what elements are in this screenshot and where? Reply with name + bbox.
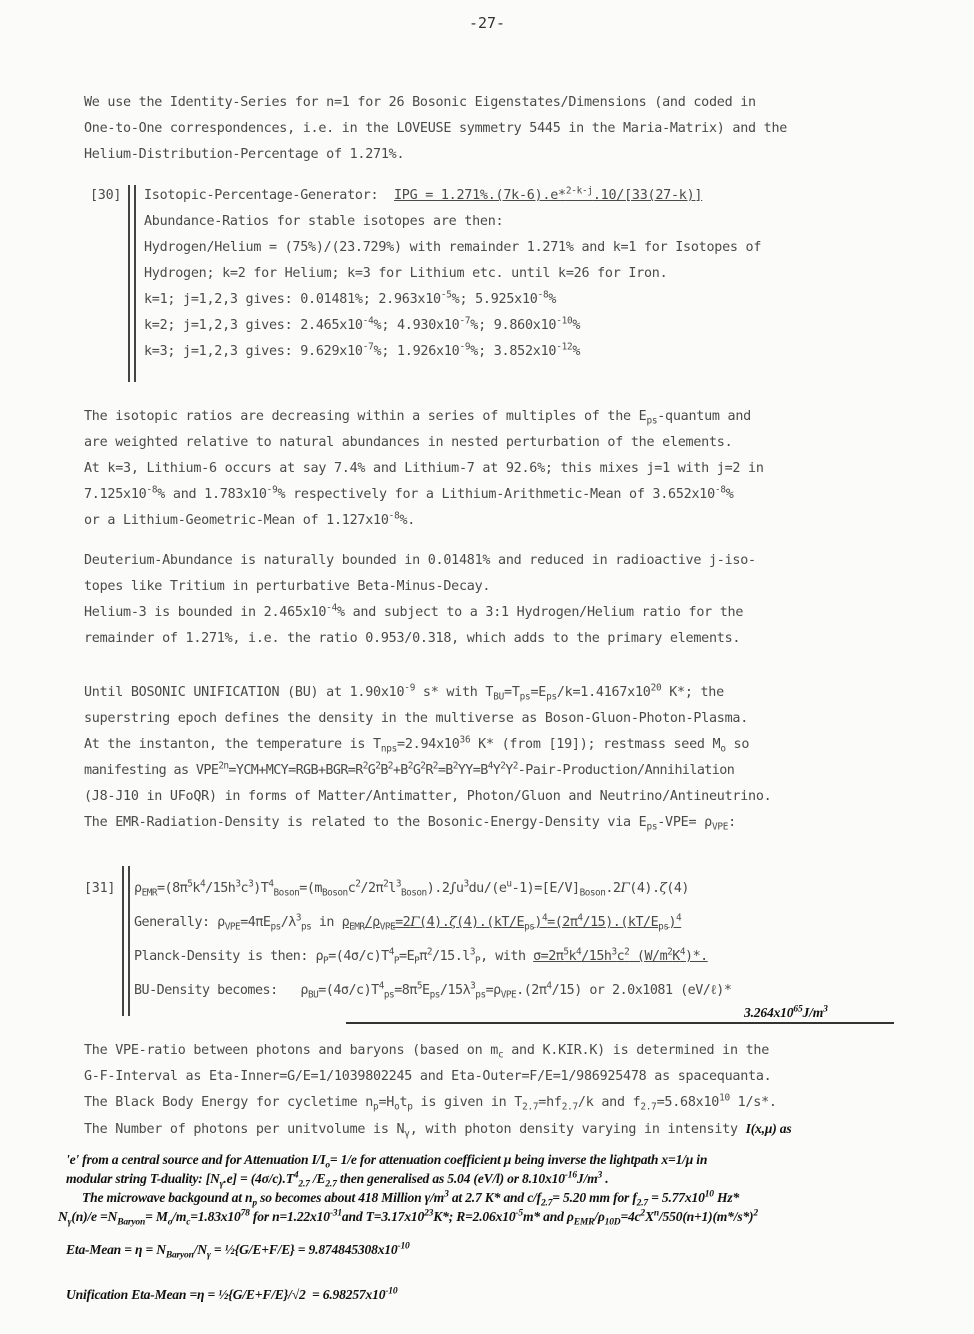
equation-31-block	[134, 872, 954, 1008]
equation-30-block	[144, 183, 944, 365]
deuterium-paragraph	[84, 548, 954, 652]
isotopic-ratios-paragraph	[84, 404, 954, 534]
bu-density-rule	[346, 1022, 894, 1024]
bold-line: $N_\gamma(n)/e =N_{Baryon}= M_o/m_c=1.83x10^{78}$ for $n=1.22x10^{-31}and$ $T=3.17x10^{23}K*$; $R=2.06x10^{-5}m*$ and $\rho_{EMR}/\rho_{10D}=4c^2X^n/550(n+1)(m*/s*)^2$	[58, 1208, 758, 1228]
ipg-formula: IPG = 1.271%.(7k-6).e*$^{2-k-j}$.10/[33(27-k)]	[393, 185, 703, 203]
bu-density-value: $3.264x10^{65}J/m^3$	[744, 1004, 828, 1020]
isotope-k2-line: k=2; j=1,2,3 gives: $2.465x10^{-4}\%$; $4.930x10^{-7}\%$; $9.860x10^{-10}\%$	[144, 315, 581, 333]
paragraph-line: The Number of photons per unitvolume is $N_\gamma$, with photon density varying in intensity I(x,μ) as	[84, 1121, 792, 1140]
paragraph-line: The EMR-Radiation-Density is related to the Bosonic-Energy-Density via $E_{ps}-VPE= \rho_{VPE}$:	[84, 815, 736, 833]
vpe-general-line: Generally: $\rho_{VPE}=4\pi E_{ps}/\lambda^3_{ps}$ in $\rho_{EMR}/\rho_{VPE}=2\Gamma(4).\zeta(4).(kT/E_{ps})^4=(2\pi^4/15).(kT/E_{ps})^4$	[134, 912, 682, 933]
equation-30-line: Hydrogen/Helium = (75%)/(23.729%) with remainder 1.271% and k=1 for Isotopes of	[144, 240, 762, 255]
bosonic-unification-paragraph	[84, 680, 954, 836]
paragraph-line: Until BOSONIC UNIFICATION (BU) at $1.90x10^{-9}$ s* with $T_{BU}=T_{ps}=E_{ps}/k=1.4167x10^{20}$ K*; the	[84, 682, 724, 703]
intro-line: Helium-Distribution-Percentage of 1.271%.	[84, 147, 405, 162]
paragraph-line: The VPE-ratio between photons and baryons (based on $m_c$ and K.KIR.K) is determined in the	[84, 1043, 770, 1061]
paragraph-line: or a Lithium-Geometric-Mean of $1.127x10^{-8}\%$.	[84, 510, 416, 528]
equation-31-bracket	[128, 866, 130, 1016]
bu-density-line: BU-Density becomes: $\rho_{BU}=(4\sigma/c)T^4_{ps}=8\pi^5E_{ps}/15\lambda^3_{ps}=\rho_{VPE}.(2\pi^4/15)$ or 2.0x1081 (eV/ℓ)*	[134, 980, 732, 1001]
eta-mean-line: Eta-Mean = $\eta = N_{Baryon}/N_\gamma$ = ½{G/E+F/E} = $9.874845308x10^{-10}$	[66, 1241, 410, 1261]
paragraph-line: $7.125x10^{-8}\%$ and $1.783x10^{-9}\%$ respectively for a Lithium-Arithmetic-Mean of $3.652x10^{-8}\%$	[84, 484, 734, 502]
intro-paragraph	[84, 90, 954, 168]
emr-density-line: $\rho_{EMR}=(8\pi^5k^4/15h^3c^3)T^4_{Boson}=(m_{Boson}c^2/2\pi^2l^3_{Boson}).2\int u^3du/(e^u-1)=[E/V]_{Boson}.2\Gamma(4).\zeta(4)$	[134, 878, 689, 899]
page-number: -27-	[468, 14, 506, 32]
paragraph-line: superstring epoch defines the density in the multiverse as Boson-Gluon-Photon-Plasma.	[84, 711, 749, 726]
bold-line: The microwave backgound at $n_p$ so becomes about 418 Million $\gamma/m^3$ at 2.7 K* and $c/f_{2.7}= 5.20$ mm for $f_{2.7} = 5.77x10^{10}$ Hz*	[82, 1189, 740, 1209]
paragraph-line: topes like Tritium in perturbative Beta-Minus-Decay.	[84, 579, 491, 594]
bold-line: modular string T-duality: $[N_\gamma.e] = (4\sigma/c).T^4_{2.7}$ $/E_{2.7}$ then generalised as 5.04 (eV/l) or $8.10x10^{-16}J/m^3$ .	[66, 1170, 609, 1190]
equation-30-line: Abundance-Ratios for stable isotopes are then:	[144, 214, 504, 229]
paragraph-line: are weighted relative to natural abundances in nested perturbation of the elements.	[84, 435, 733, 450]
intro-line: We use the Identity-Series for n=1 for 26 Bosonic Eigenstates/Dimensions (and coded in	[84, 95, 756, 110]
equation-30-line: Hydrogen; k=2 for Helium; k=3 for Lithium etc. until k=26 for Iron.	[144, 266, 668, 281]
paragraph-line: At k=3, Lithium-6 occurs at say 7.4% and Lithium-7 at 92.6%; this mixes j=1 with j=2 in	[84, 461, 764, 476]
equation-30-bracket	[134, 185, 136, 382]
paragraph-line: remainder of 1.271%, i.e. the ratio 0.953/0.318, which adds to the primary elements.	[84, 631, 741, 646]
equation-number-31: [31]	[84, 881, 116, 896]
paragraph-line: Helium-3 is bounded in $2.465x10^{-4}\%$ and subject to a 3:1 Hydrogen/Helium ratio for the	[84, 602, 744, 620]
paragraph-line: G-F-Interval as Eta-Inner=G/E=1/1039802245 and Eta-Outer=F/E=1/986925478 as spacequanta.	[84, 1069, 772, 1084]
equation-30-title: Isotopic-Percentage-Generator:	[144, 188, 379, 203]
paragraph-line: Deuterium-Abundance is naturally bounded in 0.01481% and reduced in radioactive j-iso-	[84, 553, 756, 568]
bold-addendum	[58, 1150, 758, 1228]
planck-density-line: Planck-Density is then: $\rho_P=(4\sigma/c)T^4_P=E_P\pi^2/15.l^3_P$, with $\sigma=2\pi^5k^4/15h^3c^2$ $(W/m^2K^4)*$.	[134, 946, 708, 967]
bold-line: 'e' from a central source and for Attenuation $I/I_o= 1/e$ for attenuation coefficient μ being inverse the lightpath x=1/μ in	[66, 1152, 708, 1171]
intro-line: One-to-One correspondences, i.e. in the LOVEUSE symmetry 5445 in the Maria-Matrix) and the	[84, 121, 788, 136]
paragraph-line: manifesting as $VPE^{2n}=YCM+MCY=RGB+BGR=R^2G^2B^2+B^2G^2R^2=B^2YY=B^4Y^2Y^2-Pair-Production$/Annihilation	[84, 760, 735, 778]
equation-30-title-line	[144, 183, 944, 209]
paragraph-line: The Black Body Energy for cycletime $n_p=H_ot_p$ is given in $T_{2.7}=hf_{2.7}/k$ and $f_{2.7}=5.68x10^{10}$ 1/s*.	[84, 1092, 777, 1113]
paragraph-line: At the instanton, the temperature is $T_{nps}=2.94x10^{36}$ K* (from [19]); restmass seed $M_o$ so	[84, 734, 750, 755]
unification-eta-mean-line: Unification Eta-Mean =η = ½{G/E+F/E}/√2 = $6.98257x10^{-10}$	[66, 1286, 398, 1302]
isotope-k3-line: k=3; j=1,2,3 gives: $9.629x10^{-7}\%$; $1.926x10^{-9}\%$; $3.852x10^{-12}\%$	[144, 341, 581, 359]
paragraph-line: (J8-J10 in UFoQR) in forms of Matter/Antimatter, Photon/Gluon and Neutrino/Antineutrino.	[84, 789, 772, 804]
paragraph-line: The isotopic ratios are decreasing within a series of multiples of the $E_{ps}$-quantum and	[84, 409, 751, 427]
isotope-k1-line: k=1; j=1,2,3 gives: 0.01481%; $2.963x10^{-5}\%$; $5.925x10^{-8}\%$	[144, 289, 557, 307]
vpe-ratio-paragraph	[84, 1038, 954, 1143]
equation-number-30: [30]	[90, 188, 122, 203]
